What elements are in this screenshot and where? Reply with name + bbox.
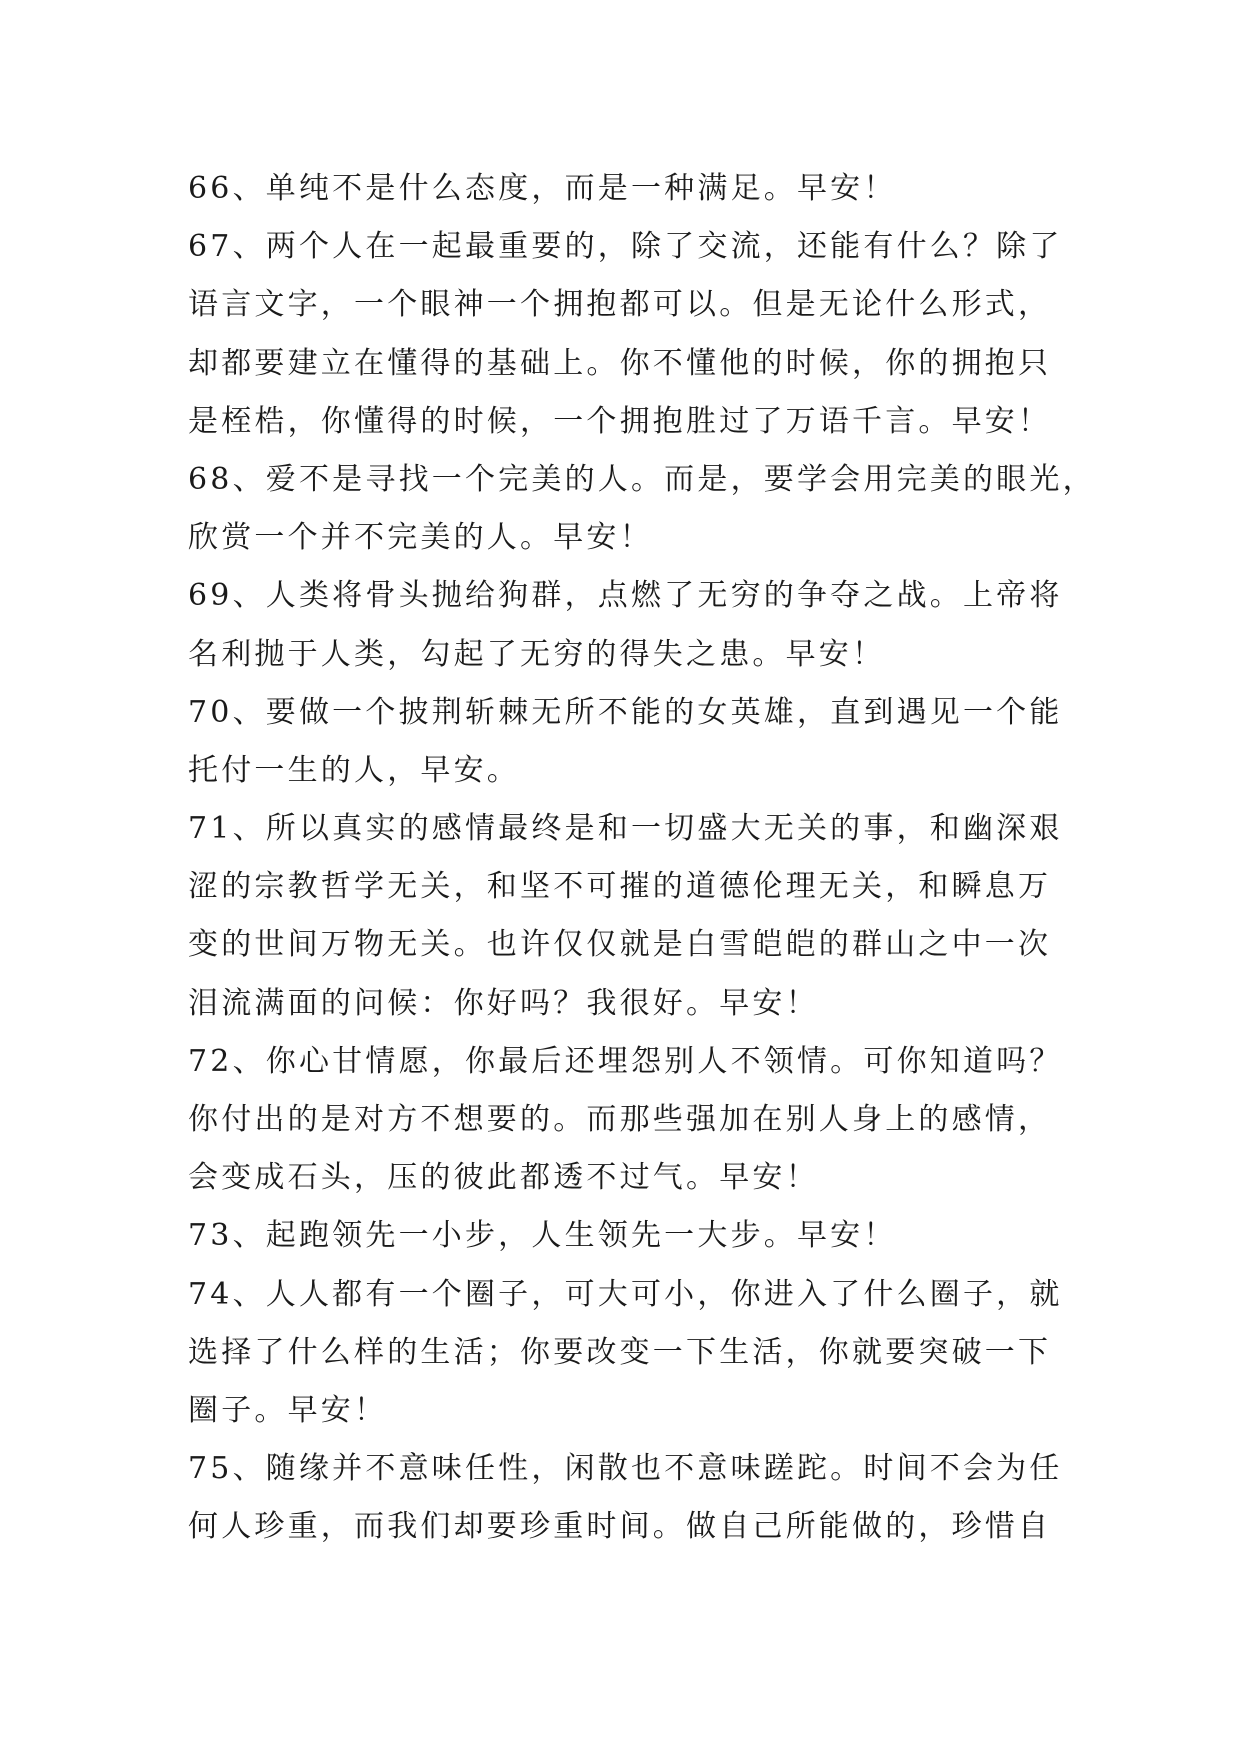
- text-line: 选择了什么样的生活；你要改变一下生活，你就要突破一下: [188, 1334, 1052, 1370]
- text-line: 75、随缘并不意味任性，闲散也不意味蹉跎。时间不会为任: [188, 1451, 1063, 1487]
- text-line: 会变成石头，压的彼此都透不过气。早安！: [188, 1160, 819, 1196]
- text-line: 是桎梏，你懂得的时候，一个拥抱胜过了万语千言。早安！: [188, 403, 1052, 439]
- text-line: 名利抛于人类，勾起了无穷的得失之患。早安！: [188, 636, 886, 672]
- text-line: 语言文字，一个眼神一个拥抱都可以。但是无论什么形式，: [188, 287, 1052, 323]
- text-line: 何人珍重，而我们却要珍重时间。做自己所能做的，珍惜自: [188, 1509, 1052, 1545]
- text-line: 71、所以真实的感情最终是和一切盛大无关的事，和幽深艰: [188, 811, 1063, 847]
- text-line: 涩的宗教哲学无关，和坚不可摧的道德伦理无关，和瞬息万: [188, 869, 1052, 905]
- text-line: 你付出的是对方不想要的。而那些强加在别人身上的感情，: [188, 1102, 1052, 1137]
- text-line: 70、要做一个披荆斩棘无所不能的女英雄，直到遇见一个能: [188, 694, 1063, 730]
- text-line: 欣赏一个并不完美的人。早安！: [188, 520, 653, 556]
- document-body: [188, 160, 1096, 1557]
- text-line: 69、人类将骨头抛给狗群，点燃了无穷的争夺之战。上帝将: [188, 578, 1063, 614]
- text-line: 圈子。早安！: [188, 1392, 388, 1428]
- text-line: 74、人人都有一个圈子，可大可小，你进入了什么圈子，就: [188, 1276, 1063, 1312]
- text-line: 73、起跑领先一小步，人生领先一大步。早安！: [188, 1218, 897, 1254]
- text-line: 托付一生的人，早安。: [188, 752, 520, 788]
- text-line: 66、单纯不是什么态度，而是一种满足。早安！: [188, 171, 897, 206]
- text-line: 变的世间万物无关。也许仅仅就是白雪皑皑的群山之中一次: [188, 927, 1052, 963]
- text-line: 72、你心甘情愿，你最后还埋怨别人不领情。可你知道吗？: [188, 1043, 1063, 1079]
- text-line: 却都要建立在懂得的基础上。你不懂他的时候，你的拥抱只: [188, 345, 1052, 381]
- text-line: 67、两个人在一起最重要的，除了交流，还能有什么？除了: [188, 229, 1063, 265]
- text-line: 68、爱不是寻找一个完美的人。而是，要学会用完美的眼光，: [188, 461, 1096, 497]
- text-line: 泪流满面的问候：你好吗？我很好。早安！: [188, 985, 819, 1021]
